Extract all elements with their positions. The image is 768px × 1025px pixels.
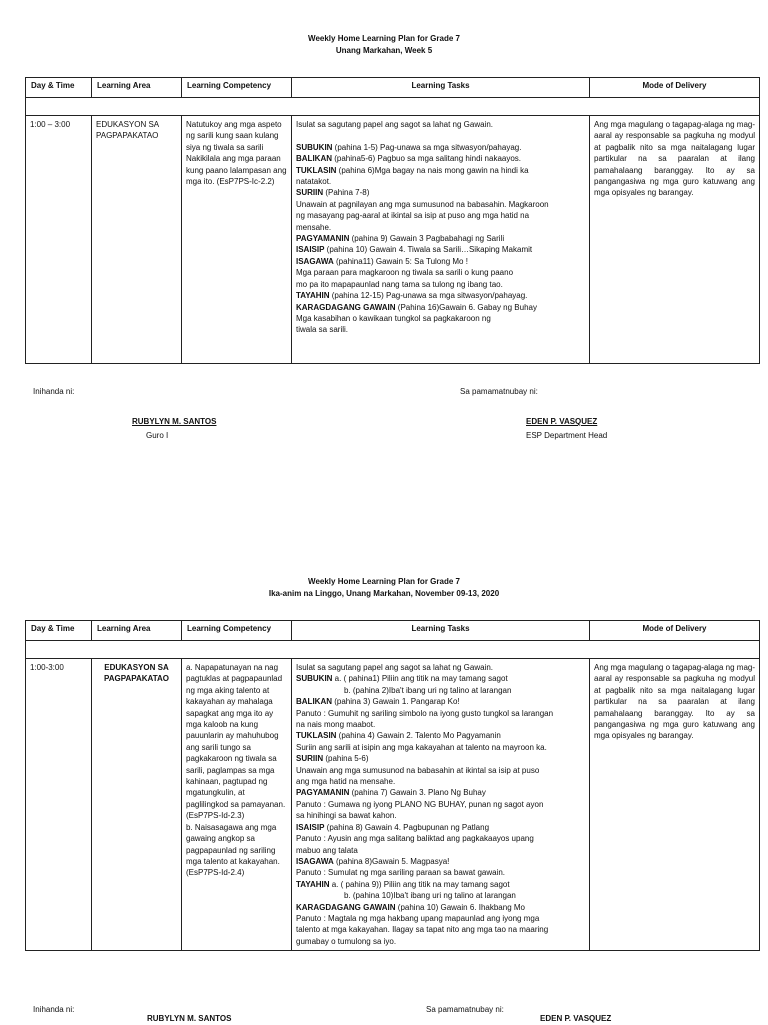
task-line xyxy=(296,673,585,684)
task-line xyxy=(296,324,585,335)
task-text: (pahina 9) Gawain 3 Pagbabahagi ng Sarili xyxy=(349,234,505,244)
task-text: natatakot. xyxy=(296,177,332,187)
task-section-label: ISAGAWA xyxy=(296,856,334,866)
task-line xyxy=(296,267,585,278)
header-learning-competency: Learning Competency xyxy=(182,78,292,98)
task-line xyxy=(296,822,585,833)
plan2-preparer-name: RUBYLYN M. SANTOS xyxy=(147,1014,232,1023)
task-text: (pahina 1-5) Pag-unawa sa mga sitwasyon/pahayag. xyxy=(332,142,522,152)
task-text: (pahina 3) Gawain 1. Pangarap Ko! xyxy=(332,697,460,707)
task-text: (pahina 8) Gawain 4. Pagbupunan ng Patlang xyxy=(324,822,490,832)
task-line xyxy=(296,902,585,913)
plan2-empty-row xyxy=(26,641,760,659)
task-line xyxy=(296,810,585,821)
task-section-label: SUBUKIN xyxy=(296,674,333,684)
task-section-label: PAGYAMANIN xyxy=(296,788,350,798)
plan1-empty-row xyxy=(26,98,760,116)
header-learning-tasks: Learning Tasks xyxy=(292,78,590,98)
task-line xyxy=(296,153,585,164)
task-section-label: KARAGDAGANG GAWAIN xyxy=(296,302,396,312)
plan2-learning-area: EDUKASYON SA PAGPAPAKATAO xyxy=(92,659,182,951)
task-section-label: SURIIN xyxy=(296,188,324,198)
task-line xyxy=(296,890,585,901)
task-line xyxy=(296,753,585,764)
task-line xyxy=(296,730,585,741)
task-line xyxy=(296,165,585,176)
task-line xyxy=(296,776,585,787)
plan1-title: Weekly Home Learning Plan for Grade 7 xyxy=(308,34,460,43)
task-text: Panuto : Gumuhit ng sariling simbolo na iyong gusto tungkol sa larangan xyxy=(296,708,554,718)
task-line xyxy=(296,787,585,798)
task-line xyxy=(296,244,585,255)
task-section-label: BALIKAN xyxy=(296,697,332,707)
task-text: (pahina 6)Mga bagay na nais mong gawin na hindi ka xyxy=(336,165,529,175)
task-text: Isulat sa sagutang papel ang sagot sa lahat ng Gawain. xyxy=(296,663,494,672)
task-line xyxy=(296,302,585,313)
task-line xyxy=(296,290,585,301)
task-line xyxy=(296,696,585,707)
task-line xyxy=(296,662,585,673)
header-mode-of-delivery: Mode of Delivery xyxy=(590,78,760,98)
task-text xyxy=(296,131,298,140)
task-text: (pahina 10) Gawain 6. Ihakbang Mo xyxy=(395,902,525,912)
task-text: ng masayang pag-aaral at ikintal sa isip at puso ang mga hatid na xyxy=(296,211,530,221)
task-text: gumabay o tumulong sa iyo. xyxy=(296,936,397,946)
task-line xyxy=(296,845,585,856)
plan1-competency-1: Natutukoy ang mga aspeto ng sarili kung saan kulang siya ng tiwala sa sarili xyxy=(186,120,282,152)
task-text: a. ( pahina 9)) Piliin ang titik na may tamang sagot xyxy=(329,879,510,889)
task-line xyxy=(296,879,585,890)
task-section-label: SURIIN xyxy=(296,754,324,764)
task-text: (pahina 5-6) xyxy=(323,754,369,764)
task-line xyxy=(296,719,585,730)
task-text: Unawain at pagnilayan ang mga sumusunod na babasahin. Magkaroon xyxy=(296,199,549,209)
task-text: Unawain ang mga sumusunod na babasahin at ikintal sa isip at puso xyxy=(296,765,540,775)
task-text: (pahina5-6) Pagbuo sa mga salitang hindi nakaayos. xyxy=(332,154,522,164)
task-line xyxy=(296,833,585,844)
task-text: (pahina 4) Gawain 2. Talento Mo Pagyamanin xyxy=(336,731,501,741)
task-text: b. (pahina 10)Iba't ibang uri ng talino at larangan xyxy=(344,891,516,901)
header-day-time: Day & Time xyxy=(26,78,92,98)
task-line xyxy=(296,233,585,244)
task-line xyxy=(296,222,585,233)
task-text: (pahina 10) Gawain 4. Tiwala sa Sarili…Sikaping Makamit xyxy=(324,245,533,255)
task-line xyxy=(296,765,585,776)
plan1-day-time: 1:00 – 3:00 xyxy=(26,116,92,364)
task-text: tiwala sa sarili. xyxy=(296,325,349,335)
task-text: (Pahina 16)Gawain 6. Gabay ng Buhay xyxy=(395,302,537,312)
plan1-noted-label: Sa pamamatnubay ni: xyxy=(460,387,538,396)
plan1-preparer-name: RUBYLYN M. SANTOS xyxy=(132,417,217,426)
task-text: mensahe. xyxy=(296,222,332,232)
task-text: Panuto : Magtala ng mga hakbang upang mapaunlad ang iyong mga xyxy=(296,913,540,923)
plan1-mode-of-delivery: Ang mga magulang o tagapag-alaga ng mag-aaral ay responsable sa pagkuha ng modyul at pagbalik nito sa mga naitalagang lugar partikular na sa paaralan at ilang pamahalaang baranggay. Ito ay sa pangangasiwa ng mga guro katuwang ang mga opisyales ng barangay. xyxy=(590,116,760,364)
task-text: b. (pahina 2)Iba't ibang uri ng talino at larangan xyxy=(344,685,512,695)
plan2-learning-competency xyxy=(182,659,292,951)
plan2-subtitle: Ika-anim na Linggo, Unang Markahan, November 09-13, 2020 xyxy=(268,589,500,598)
task-line xyxy=(296,856,585,867)
task-section-label: PAGYAMANIN xyxy=(296,234,350,244)
task-section-label: ISAISIP xyxy=(296,245,325,255)
task-line xyxy=(296,313,585,324)
plan2-learning-tasks xyxy=(292,659,590,951)
header-learning-area: Learning Area xyxy=(92,78,182,98)
plan1-prepared-label: Inihanda ni: xyxy=(33,387,75,396)
plan1-content-row xyxy=(26,116,760,364)
task-line xyxy=(296,119,585,130)
task-line xyxy=(296,685,585,696)
task-line xyxy=(296,142,585,153)
header-day-time: Day & Time xyxy=(26,621,92,641)
plan1-learning-competency xyxy=(182,116,292,364)
task-section-label: ISAGAWA xyxy=(296,256,334,266)
task-text: talento at mga kakayahan. Ilagay sa tapat nito ang mga tao na maaring xyxy=(296,925,549,935)
task-text: (pahina11) Gawain 5: Sa Tulong Mo ! xyxy=(333,256,468,266)
task-line xyxy=(296,867,585,878)
task-line xyxy=(296,187,585,198)
task-text: ang mga hatid na mensahe. xyxy=(296,777,396,787)
task-line xyxy=(296,176,585,187)
task-section-label: TAYAHIN xyxy=(296,291,330,301)
task-line xyxy=(296,742,585,753)
task-line xyxy=(296,924,585,935)
task-text: mo pa ito mapapaunlad nang tama sa tulong ng ibang tao. xyxy=(296,279,503,289)
plan1-head-name: EDEN P. VASQUEZ xyxy=(526,417,598,426)
task-section-label: TUKLASIN xyxy=(296,165,337,175)
task-line xyxy=(296,130,585,141)
task-text: Panuto : Ayusin ang mga salitang baliktad ang pagkakaayos upang xyxy=(296,834,534,844)
plan1-subtitle: Unang Markahan, Week 5 xyxy=(335,46,433,55)
task-section-label: ISAISIP xyxy=(296,822,325,832)
task-text: (pahina 12-15) Pag-unawa sa mga sitwasyon/pahayag. xyxy=(329,291,528,301)
task-line xyxy=(296,708,585,719)
plan1-head-title: ESP Department Head xyxy=(526,431,608,440)
header-learning-competency: Learning Competency xyxy=(182,621,292,641)
task-line xyxy=(296,936,585,947)
header-learning-tasks: Learning Tasks xyxy=(292,621,590,641)
task-line xyxy=(296,913,585,924)
plan1-table xyxy=(25,77,760,364)
plan1-preparer-title: Guro I xyxy=(146,431,169,440)
plan2-table xyxy=(25,620,760,951)
task-line xyxy=(296,210,585,221)
task-section-label: TUKLASIN xyxy=(296,731,337,741)
header-mode-of-delivery: Mode of Delivery xyxy=(590,621,760,641)
task-text: Mga paraan para magkaroon ng tiwala sa sarili o kung paano xyxy=(296,268,514,278)
plan1-learning-area: EDUKASYON SA PAGPAPAKATAO xyxy=(92,116,182,364)
task-text: Panuto : Gumawa ng iyong PLANO NG BUHAY, punan ng sagot ayon xyxy=(296,799,544,809)
task-text: Mga kasabihan o kawikaan tungkol sa pagkakaroon ng xyxy=(296,313,491,323)
task-line xyxy=(296,256,585,267)
task-text: (Pahina 7-8) xyxy=(323,188,370,198)
task-text: Panuto : Sumulat ng mga sariling paraan sa bawat gawain. xyxy=(296,868,506,878)
task-text: sa hinihingi sa bawat kahon. xyxy=(296,811,397,821)
header-learning-area: Learning Area xyxy=(92,621,182,641)
task-text: Isulat sa sagutang papel ang sagot sa lahat ng Gawain. xyxy=(296,120,494,129)
task-text: mabuo ang talata xyxy=(296,845,358,855)
task-section-label: TAYAHIN xyxy=(296,879,330,889)
plan2-header-row xyxy=(26,621,760,641)
task-text: (pahina 8)Gawain 5. Magpasya! xyxy=(333,856,450,866)
task-text: (pahina 7) Gawain 3. Plano Ng Buhay xyxy=(349,788,486,798)
task-text: a. ( pahina1) Piliin ang titik na may tamang sagot xyxy=(332,674,508,684)
task-line xyxy=(296,279,585,290)
plan2-mode-of-delivery: Ang mga magulang o tagapag-alaga ng mag-aaral ay responsable sa pagkuha ng modyul at pagbalik nito sa mga naitalagang lugar partikular na sa paaralan at ilang pamahalaang baranggay. Ito ay sa pangangasiwa ng mga guro katuwang ang mga opisyales ng barangay. xyxy=(590,659,760,951)
plan1-header-row xyxy=(26,78,760,98)
plan2-prepared-label: Inihanda ni: xyxy=(33,1005,75,1014)
plan2-competency-a: a. Napapatunayan na nag pagtuklas at pagpapaunlad ng mga aking talento at kakayahan ay mahalaga sapagkat ang mga ito ay mga kaloob na kung pauunlarin ay mahuhubog ang sarili tungo sa pagkakaroon ng tiwala sa sarili, paglampas sa mga kahinaan, pagtupad ng mgatungkulin, at paglilingkod sa pamayanan. (EsP7PS-Id-2.3) xyxy=(186,663,286,821)
task-section-label: BALIKAN xyxy=(296,154,332,164)
task-line xyxy=(296,199,585,210)
plan2-head-name: EDEN P. VASQUEZ xyxy=(540,1014,612,1023)
task-text: na nais mong maabot. xyxy=(296,720,376,730)
task-section-label: KARAGDAGANG GAWAIN xyxy=(296,902,396,912)
plan2-title-block xyxy=(0,576,768,600)
task-section-label: SUBUKIN xyxy=(296,142,333,152)
plan2-day-time: 1:00-3:00 xyxy=(26,659,92,951)
plan1-title-block xyxy=(0,33,768,57)
plan2-competency-b: b. Naisasagawa ang mga gawaing angkop sa pagpapaunlad ng sariling mga talento at kakayahan. (EsP7PS-Id-2.4) xyxy=(186,822,280,878)
task-line xyxy=(296,799,585,810)
plan1-learning-tasks xyxy=(292,116,590,364)
plan2-noted-label: Sa pamamatnubay ni: xyxy=(426,1005,504,1014)
task-text: Suriin ang sarili at isipin ang mga kakayahan at talento na mayroon ka. xyxy=(296,742,547,752)
plan1-competency-2: Nakikilala ang mga paraan kung paano lalampasan ang mga ito. (EsP7PS-Ic-2.2) xyxy=(186,154,287,187)
plan2-title: Weekly Home Learning Plan for Grade 7 xyxy=(308,577,460,586)
plan2-content-row xyxy=(26,659,760,951)
